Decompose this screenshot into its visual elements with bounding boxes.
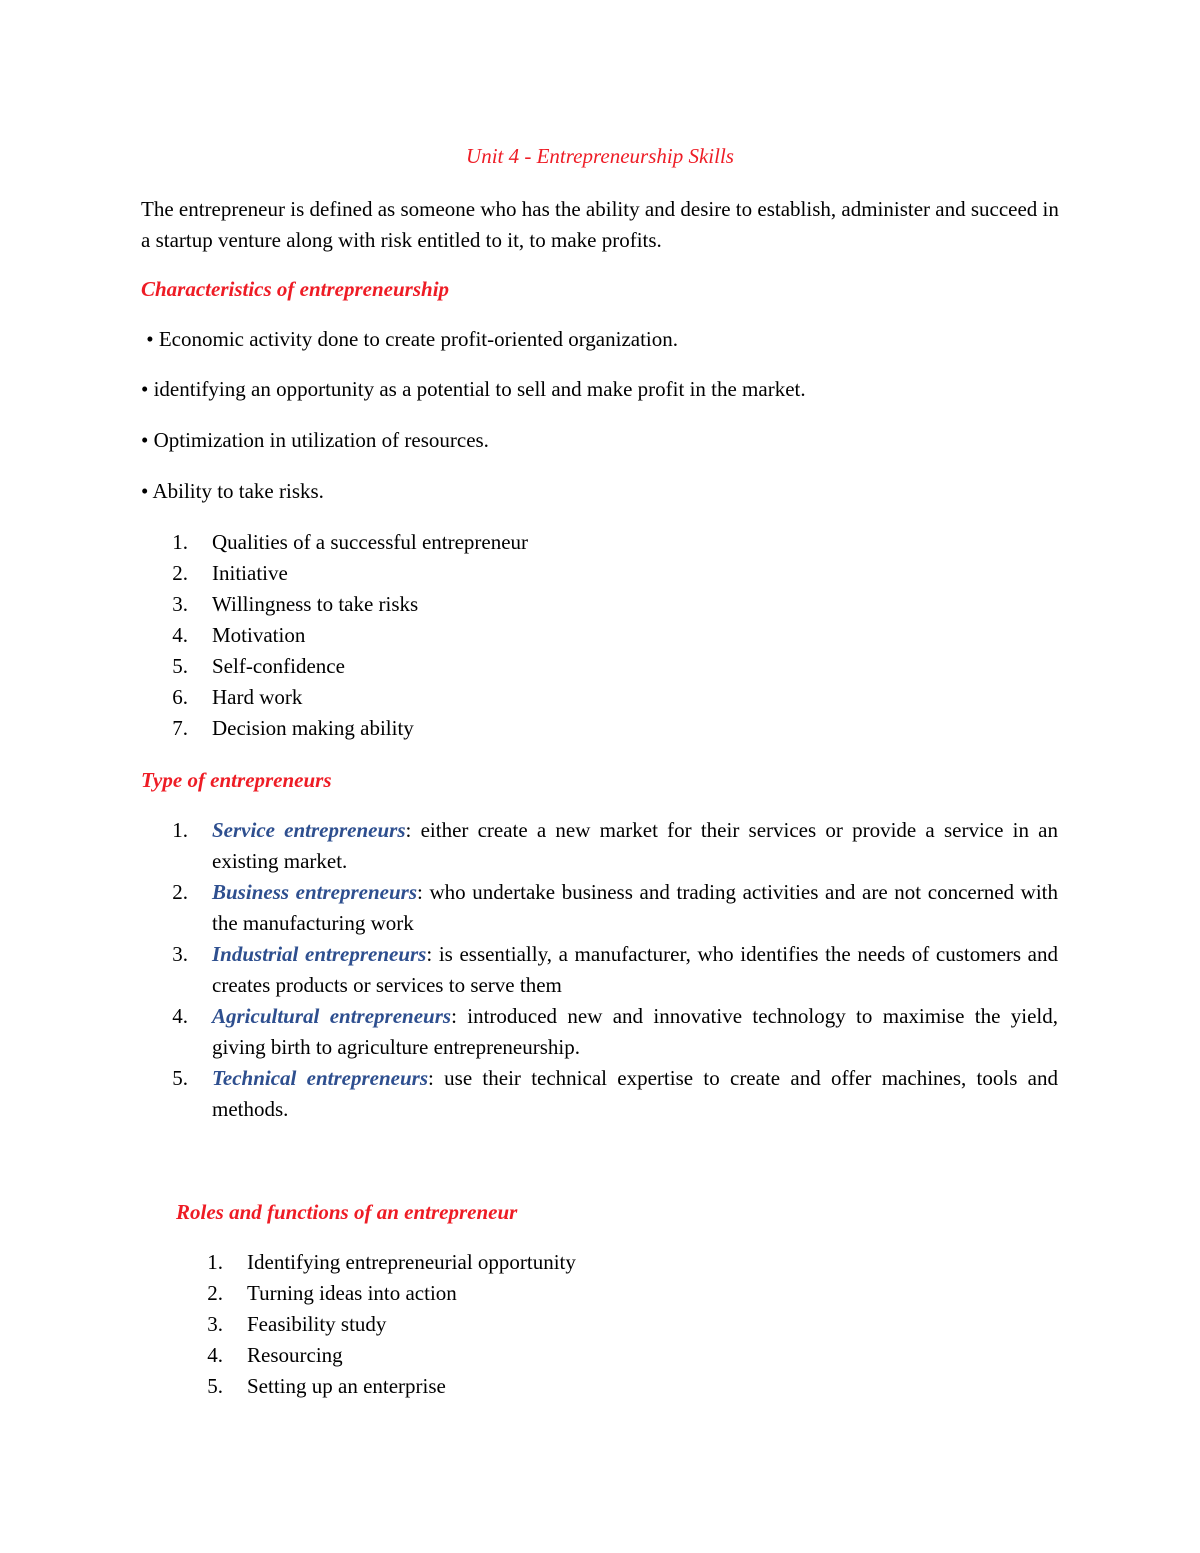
roles-list [193,1247,1053,1402]
type-desc: : use their technical expertise to create and offer machines, tools and methods. [212,1066,1059,1121]
role-text: Setting up an enterprise [247,1374,446,1398]
list-number: 3. [172,592,188,616]
list-item [158,815,1058,877]
list-number: 1. [172,530,188,554]
type-desc: : who undertake business and trading activities and are not concerned with the manufacturing work [212,880,1058,935]
list-item [158,682,1058,713]
list-item [193,1340,1053,1371]
list-number: 4. [207,1343,223,1367]
characteristic-bullet: • identifying an opportunity as a potential to sell and make profit in the market. [141,377,806,401]
list-number: 1. [207,1250,223,1274]
list-item [158,1001,1058,1063]
characteristics-heading: Characteristics of entrepreneurship [141,277,450,301]
characteristic-bullet: • Economic activity done to create profit-oriented organization. [141,327,679,351]
type-term: Technical entrepreneurs [212,1066,429,1090]
roles-heading: Roles and functions of an entrepreneur [176,1200,518,1224]
list-item [158,651,1058,682]
list-item [193,1309,1053,1340]
list-item [193,1247,1053,1278]
list-item [158,713,1058,744]
type-term: Business entrepreneurs [212,880,418,904]
intro-paragraph: The entrepreneur is defined as someone who has the ability and desire to establish, administer and succeed in a startup venture along with risk entitled to it, to make profits. [141,197,1059,252]
list-number: 4. [172,1004,188,1028]
role-text: Identifying entrepreneurial opportunity [247,1250,576,1274]
list-number: 6. [172,685,188,709]
quality-text: Initiative [212,561,288,585]
list-number: 3. [172,942,188,966]
role-text: Feasibility study [247,1312,387,1336]
list-number: 2. [207,1281,223,1305]
list-item [193,1371,1053,1402]
list-item [158,620,1058,651]
types-list [158,815,1058,1125]
characteristic-bullet: • Ability to take risks. [141,479,324,503]
document-title: Unit 4 - Entrepreneurship Skills [466,144,734,168]
list-item [158,589,1058,620]
characteristic-bullet: • Optimization in utilization of resources. [141,428,489,452]
list-item [158,877,1058,939]
list-number: 5. [172,654,188,678]
qualities-list [158,527,1058,744]
list-item [158,558,1058,589]
list-number: 3. [207,1312,223,1336]
list-number: 1. [172,818,188,842]
role-text: Resourcing [247,1343,343,1367]
type-desc: : is essentially, a manufacturer, who identifies the needs of customers and creates products or services to serve them [212,942,1058,997]
quality-text: Qualities of a successful entrepreneur [212,530,529,554]
type-desc: : either create a new market for their services or provide a service in an existing market. [212,818,1058,873]
quality-text: Decision making ability [212,716,414,740]
list-number: 5. [172,1066,188,1090]
role-text: Turning ideas into action [247,1281,457,1305]
quality-text: Motivation [212,623,306,647]
list-number: 2. [172,561,188,585]
list-number: 2. [172,880,188,904]
list-number: 5. [207,1374,223,1398]
quality-text: Hard work [212,685,303,709]
type-desc: : introduced new and innovative technology to maximise the yield, giving birth to agriculture entrepreneurship. [212,1004,1058,1059]
quality-text: Willingness to take risks [212,592,419,616]
list-item [158,939,1058,1001]
types-heading: Type of entrepreneurs [141,768,332,792]
list-item [158,1063,1058,1125]
list-item [193,1278,1053,1309]
type-term: Service entrepreneurs [212,818,406,842]
quality-text: Self-confidence [212,654,345,678]
list-item [158,527,1058,558]
type-term: Industrial entrepreneurs [212,942,427,966]
list-number: 4. [172,623,188,647]
list-number: 7. [172,716,188,740]
type-term: Agricultural entrepreneurs [212,1004,452,1028]
